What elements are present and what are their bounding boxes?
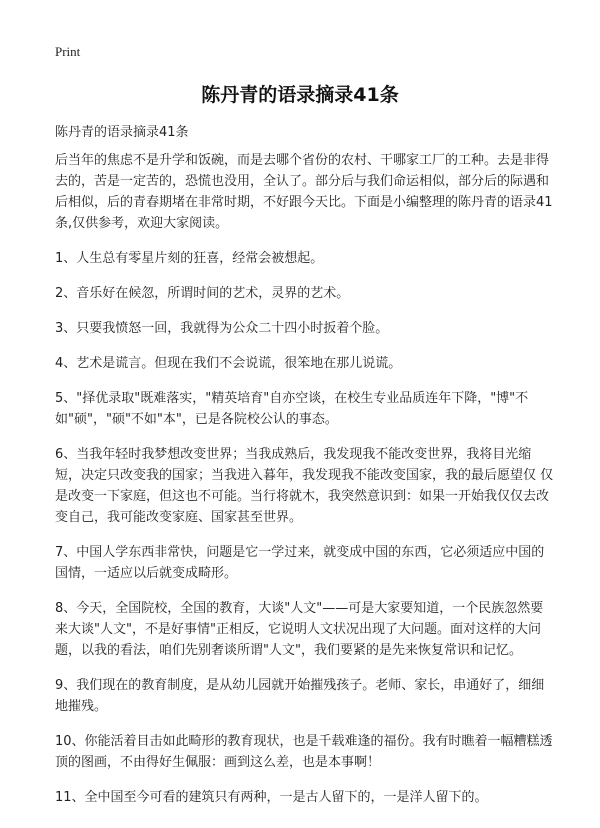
quote-paragraph: 2、音乐好在候忽，所谓时间的艺术，灵界的艺术。 [55,286,350,301]
quote-paragraph: 5、"择优录取"既难落实，"精英培育"自亦空谈，在校生专业品质连年下降，"博"不如"硕"，"硕"不如"本"，已是各院校公认的事态。 [55,391,529,427]
intro-paragraph: 后当年的焦虑不是升学和饭碗，而是去哪个省份的农村、干哪家工厂的工种。去是非得去的，苦是一定苦的，恐慌也没用，全认了。部分后与我们命运相似，部分后的际遇和后相似，后的青春期堵在非常时期，不好跟今天比。下面是小编整理的陈丹青的语录41条,仅供参考，欢迎大家阅读。 [55,153,553,231]
print-link[interactable]: Print [55,44,81,59]
quote-paragraph: 11、全中国至今可看的建筑只有两种，一是古人留下的，一是洋人留下的。 [55,790,488,805]
quote-paragraph: 9、我们现在的教育制度，是从幼儿园就开始摧残孩子。老师、家长，串通好了，细细地摧残。 [55,678,545,714]
quote-paragraph: 7、中国人学东西非常快，问题是它一学过来，就变成中国的东西，它必须适应中国的国情，一适应以后就变成畸形。 [55,545,545,581]
quote-paragraph: 1、人生总有零星片刻的狂喜，经常会被想起。 [55,251,324,266]
page-subtitle: 陈丹青的语录摘录41条 [55,125,189,140]
quote-paragraph: 3、只要我愤怒一回，我就得为公众二十四小时扳着个脸。 [55,321,389,336]
page-title: 陈丹青的语录摘录41条 [201,84,399,106]
quote-paragraph: 4、艺术是谎言。但现在我们不会说谎，很笨地在那儿说谎。 [55,356,402,371]
quote-paragraph: 8、今天，全国院校，全国的教育，大谈"人文"——可是大家要知道，一个民族忽然要来大谈"人文"，不是好事情"正相反，它说明人文状况出现了大问题。面对这样的大问题，以我的看法，咱们先别奢谈所谓"人文"，我们要紧的是先来恢复常识和记忆。 [55,601,544,658]
quote-paragraph: 6、当我年轻时我梦想改变世界；当我成熟后，我发现我不能改变世界，我将目光缩短，决定只改变我的国家；当我进入暮年，我发现我不能改变国家，我的最后愿望仅 仅是改变一下家庭，但这也不可能。当行将就木，我突然意识到：如果一开始我仅仅去改变自己，我可能改变家庭、国家甚至世界。 [55,447,554,525]
quote-paragraph: 10、你能活着目击如此畸形的教育现状，也是千载难逢的福份。我有时瞧着一幅糟糕透顶的图画，不由得好生佩服：画到这么差，也是本事啊！ [55,734,553,770]
article-body [55,150,555,822]
